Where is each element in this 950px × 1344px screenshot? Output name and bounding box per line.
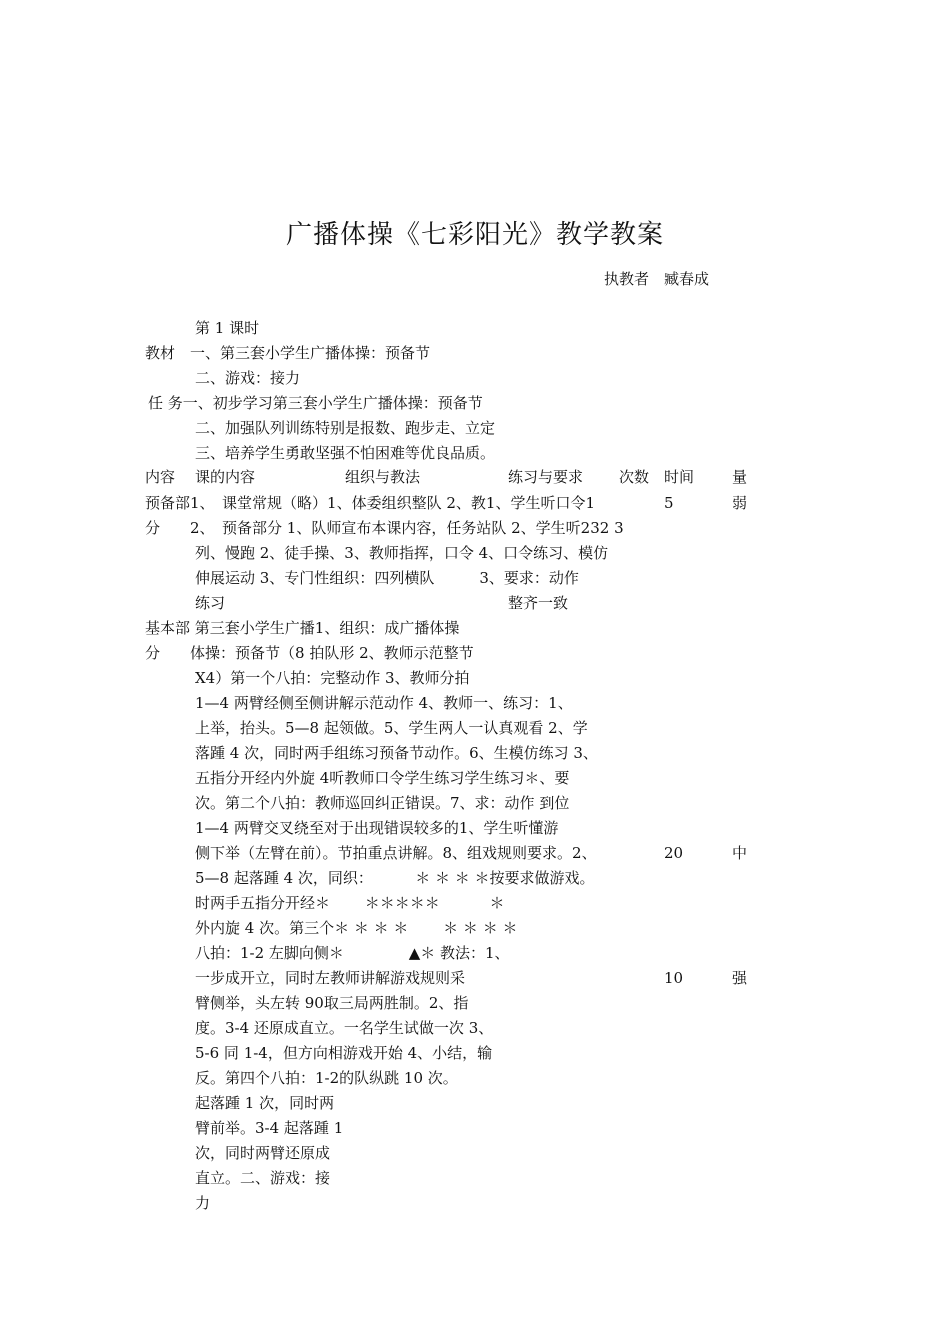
text-line: X4）第一个八拍：完整动作 3、教师分拍: [195, 669, 470, 687]
text-line: 练习与要求: [508, 468, 584, 486]
text-line: 臂侧举，头左转 90取三局两胜制。2、指: [195, 994, 469, 1012]
text-line: 次，同时两臂还原成: [195, 1144, 331, 1162]
text-line: 1—4 两臂经侧至侧讲解示范动作 4、教师一、练习：1、: [195, 694, 573, 712]
text-line: 5-6 同 1-4，但方向相游戏开始 4、小结，输: [195, 1044, 493, 1062]
text-line: 次。第二个八拍：教师巡回纠正错误。7、求：动作 到位: [195, 794, 570, 812]
text-line: 三、培养学生勇敢坚强不怕困难等优良品质。: [195, 444, 496, 462]
text-line: 时间: [664, 468, 695, 486]
text-line: 第 1 课时: [195, 319, 260, 337]
text-line: 度。3-4 还原成直立。一名学生试做一次 3、: [195, 1019, 494, 1037]
text-line: 量: [732, 468, 748, 486]
text-line: 20: [664, 844, 684, 862]
author-line: 执教者 臧春成: [604, 270, 710, 288]
text-line: 侧下举（左臂在前）。节拍重点讲解。8、组戏规则要求。2、: [195, 844, 597, 862]
text-line: 预备部1、 课堂常规（略）1、体委组织整队 2、教1、学生听口令1: [145, 494, 595, 512]
text-line: 任 务一、初步学习第三套小学生广播体操：预备节: [148, 394, 483, 412]
text-line: 外内旋 4 次。第三个＊ ＊ ＊ ＊ ＊ ＊ ＊ ＊: [195, 919, 518, 937]
text-line: 伸展运动 3、专门性组织：四列横队 3、要求：动作: [195, 569, 579, 587]
text-line: 弱: [732, 494, 748, 512]
text-line: 1—4 两臂交叉绕至对于出现错误较多的1、学生听懂游: [195, 819, 559, 837]
page-title: 广播体操《七彩阳光》教学教案: [285, 220, 664, 250]
text-line: 直立。二、游戏：接: [195, 1169, 331, 1187]
text-line: 反。第四个八拍：1-2的队纵跳 10 次。: [195, 1069, 458, 1087]
text-line: 内容: [145, 468, 176, 486]
text-line: 上举，抬头。5—8 起领做。5、学生两人一认真观看 2、学: [195, 719, 588, 737]
text-line: 整齐一致: [508, 594, 569, 612]
text-line: 时两手五指分开经＊ ＊＊＊＊＊ ＊: [195, 894, 505, 912]
text-line: 强: [732, 969, 748, 987]
text-line: 八拍：1-2 左脚向侧＊ ▲＊ 教法：1、: [195, 944, 510, 962]
text-line: 力: [195, 1194, 211, 1212]
text-line: 5: [664, 494, 674, 512]
text-line: 二、游戏：接力: [195, 369, 301, 387]
text-line: 列、慢跑 2、徒手操、3、教师指挥，口令 4、口令练习、模仿: [195, 544, 609, 562]
text-line: 落踵 4 次，同时两手组练习预备节动作。6、生模仿练习 3、: [195, 744, 598, 762]
text-line: 分 体操：预备节（8 拍队形 2、教师示范整节: [145, 644, 474, 662]
text-line: 组织与教法: [345, 468, 421, 486]
text-line: 5—8 起落踵 4 次，同织： ＊ ＊ ＊ ＊按要求做游戏。: [195, 869, 595, 887]
text-line: 教材 一、第三套小学生广播体操：预备节: [145, 344, 431, 362]
text-line: 次数: [619, 468, 650, 486]
text-line: 五指分开经内外旋 4听教师口令学生练习学生练习＊、要: [195, 769, 570, 787]
text-line: 基本部 第三套小学生广播1、组织：成广播体操: [145, 619, 460, 637]
text-line: 10: [664, 969, 684, 987]
text-line: 中: [732, 844, 748, 862]
text-line: 一步成开立，同时左教师讲解游戏规则采: [195, 969, 466, 987]
text-line: 二、加强队列训练特别是报数、跑步走、立定: [195, 419, 496, 437]
text-line: 分 2、 预备部分 1、队师宣布本课内容，任务站队 2、学生听232 3: [145, 519, 624, 537]
text-line: 练习: [195, 594, 226, 612]
text-line: 起落踵 1 次，同时两: [195, 1094, 335, 1112]
text-line: 课的内容: [195, 468, 256, 486]
text-line: 臂前举。3-4 起落踵 1: [195, 1119, 344, 1137]
